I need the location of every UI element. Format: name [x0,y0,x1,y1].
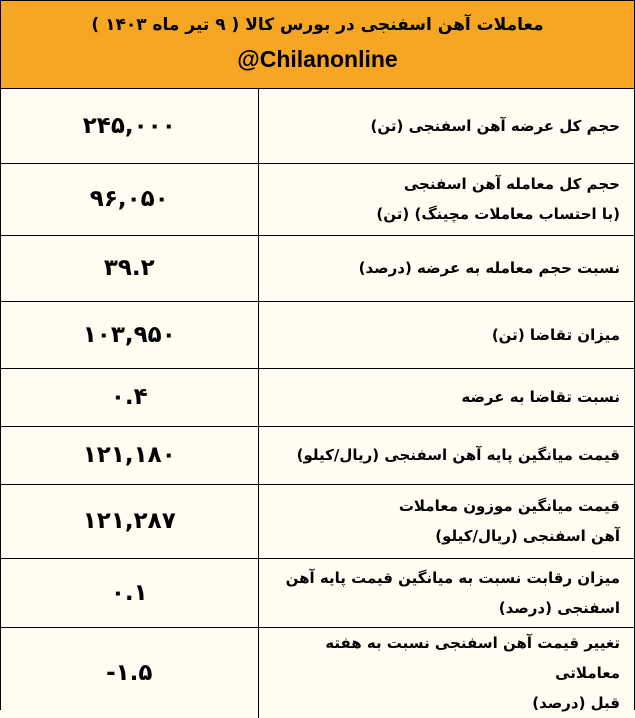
row-label: میزان رقابت نسبت به میانگین قیمت پایه آهن اسفنجی (درصد) [258,558,634,627]
row-value: -۱.۵ [1,627,258,718]
table-row [1,163,634,235]
table-title: معاملات آهن اسفنجی در بورس کالا ( ۹ تیر ماه ۱۴۰۳ ) [91,15,544,35]
table-row [1,368,634,426]
table-row [1,301,634,368]
row-value: ۱۰۳,۹۵۰ [1,301,258,368]
row-value: ۱۲۱,۱۸۰ [1,426,258,484]
stats-table [1,89,634,718]
row-value: ۰.۱ [1,558,258,627]
row-label: نسبت تقاضا به عرضه [258,368,634,426]
row-label: میزان تقاضا (تن) [258,301,634,368]
row-value: ۱۲۱,۲۸۷ [1,484,258,558]
row-value: ۲۴۵,۰۰۰ [1,89,258,163]
channel-handle: @Chilanonline [237,46,398,72]
table-header [1,1,634,89]
row-label: حجم کل عرضه آهن اسفنجی (تن) [258,89,634,163]
table-row [1,627,634,718]
row-label: قیمت میانگین پایه آهن اسفنجی (ریال/کیلو) [258,426,634,484]
table-row [1,484,634,558]
table-row [1,426,634,484]
row-value: ۳۹.۲ [1,235,258,301]
row-value: ۹۶,۰۵۰ [1,163,258,235]
row-label: قیمت میانگین موزون معاملات آهن اسفنجی (ریال/کیلو) [258,484,634,558]
row-label: نسبت حجم معامله به عرضه (درصد) [258,235,634,301]
table-row [1,558,634,627]
row-label: حجم کل معامله آهن اسفنجی (با احتساب معاملات مچینگ) (تن) [258,163,634,235]
table-row [1,235,634,301]
row-value: ۰.۴ [1,368,258,426]
table-row [1,89,634,163]
row-label: تغییر قیمت آهن اسفنجی نسبت به هفته معاملاتی قبل (درصد) [258,627,634,718]
